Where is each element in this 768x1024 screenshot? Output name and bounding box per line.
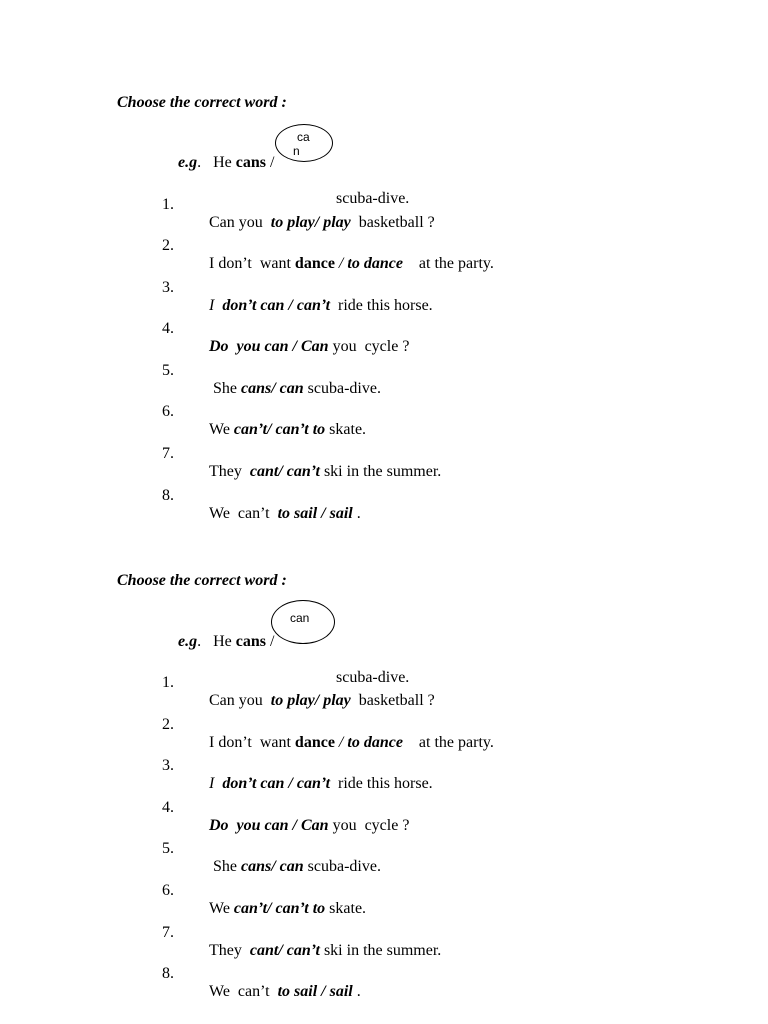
exercise-heading: Choose the correct word :: [117, 572, 287, 589]
answer-choices: cant/ can’t: [249, 463, 320, 480]
answer-choices: to sail / sail: [277, 505, 353, 522]
answer-choice-a: dance: [294, 255, 335, 272]
circled-answer-line1: ca: [297, 130, 310, 144]
answer-choices: don’t can / can’t: [214, 297, 331, 314]
example-slash: /: [266, 154, 275, 171]
answer-choices: Do you can / Can: [209, 338, 329, 355]
question-text-end: you cycle ?: [328, 338, 410, 355]
example-label: e.g: [178, 154, 198, 171]
question-text: We can’t: [209, 505, 278, 522]
question-text-end: .: [352, 505, 361, 522]
question-subject: I: [209, 297, 215, 314]
example-slash: /: [266, 633, 275, 650]
question-number: 3.: [162, 279, 174, 296]
question-text-end: ski in the summer.: [319, 942, 442, 959]
example-wrong-word: cans: [235, 154, 266, 171]
question-text: We can’t: [209, 983, 278, 1000]
question-number: 4.: [162, 320, 174, 337]
question-text: We: [209, 900, 234, 917]
example-post: scuba-dive.: [336, 190, 410, 207]
question-number: 4.: [162, 799, 174, 816]
question-number: 2.: [162, 237, 174, 254]
question-item: [0, 469, 768, 541]
question-number: 1.: [162, 674, 174, 691]
answer-choices: cans/ can: [241, 858, 304, 875]
question-text-end: basketball ?: [350, 692, 435, 709]
example-pre: He: [201, 154, 236, 171]
answer-choices: to sail / sail: [277, 983, 353, 1000]
question-text-end: ski in the summer.: [319, 463, 442, 480]
example-wrong-word: cans: [235, 633, 266, 650]
question-item: [0, 947, 768, 1019]
answer-choice-b: to dance: [347, 255, 403, 272]
answer-circle: [271, 600, 335, 644]
example-label: e.g: [178, 633, 198, 650]
question-number: 1.: [162, 196, 174, 213]
question-text-end: at the party.: [402, 255, 494, 272]
question-text-end: scuba-dive.: [303, 858, 381, 875]
answer-separator: /: [334, 734, 348, 751]
question-text: They: [209, 942, 250, 959]
answer-separator: /: [334, 255, 348, 272]
question-text: Can you: [209, 214, 271, 231]
answer-circle: [275, 124, 333, 162]
question-text: Can you: [209, 692, 271, 709]
question-text-end: scuba-dive.: [303, 380, 381, 397]
question-text: They: [209, 463, 250, 480]
circled-answer-line1: can: [290, 611, 310, 625]
question-number: 7.: [162, 924, 174, 941]
question-text-end: ride this horse.: [330, 775, 433, 792]
circled-answer-line2: n: [293, 144, 300, 158]
question-text-end: you cycle ?: [328, 817, 410, 834]
question-text-end: at the party.: [402, 734, 494, 751]
question-text: I don’t want: [209, 255, 295, 272]
question-number: 8.: [162, 487, 174, 504]
example-dot: .: [197, 154, 202, 171]
answer-choices: cant/ can’t: [249, 942, 320, 959]
answer-choices: to play/ play: [270, 692, 351, 709]
question-subject: I: [209, 775, 215, 792]
question-text: I don’t want: [209, 734, 295, 751]
example-pre: He: [201, 633, 236, 650]
answer-choices: cans/ can: [241, 380, 304, 397]
exercise-heading: Choose the correct word :: [117, 94, 287, 111]
question-text: We: [209, 421, 234, 438]
answer-choice-b: to dance: [347, 734, 403, 751]
question-text-end: basketball ?: [350, 214, 435, 231]
answer-choices: don’t can / can’t: [214, 775, 331, 792]
question-number: 5.: [162, 362, 174, 379]
question-text-end: .: [352, 983, 361, 1000]
answer-choice-a: dance: [294, 734, 335, 751]
question-number: 5.: [162, 840, 174, 857]
question-text: She: [209, 380, 241, 397]
question-number: 6.: [162, 882, 174, 899]
question-number: 3.: [162, 757, 174, 774]
answer-choices: can’t/ can’t to: [233, 900, 326, 917]
answer-choices: can’t/ can’t to: [233, 421, 326, 438]
answer-choices: to play/ play: [270, 214, 351, 231]
question-text-end: skate.: [325, 421, 367, 438]
question-number: 2.: [162, 716, 174, 733]
question-text-end: skate.: [325, 900, 367, 917]
question-text-end: ride this horse.: [330, 297, 433, 314]
example-dot: .: [197, 633, 202, 650]
question-number: 6.: [162, 403, 174, 420]
example-post: scuba-dive.: [336, 669, 410, 686]
question-text: She: [209, 858, 241, 875]
question-number: 7.: [162, 445, 174, 462]
answer-choices: Do you can / Can: [209, 817, 329, 834]
question-number: 8.: [162, 965, 174, 982]
